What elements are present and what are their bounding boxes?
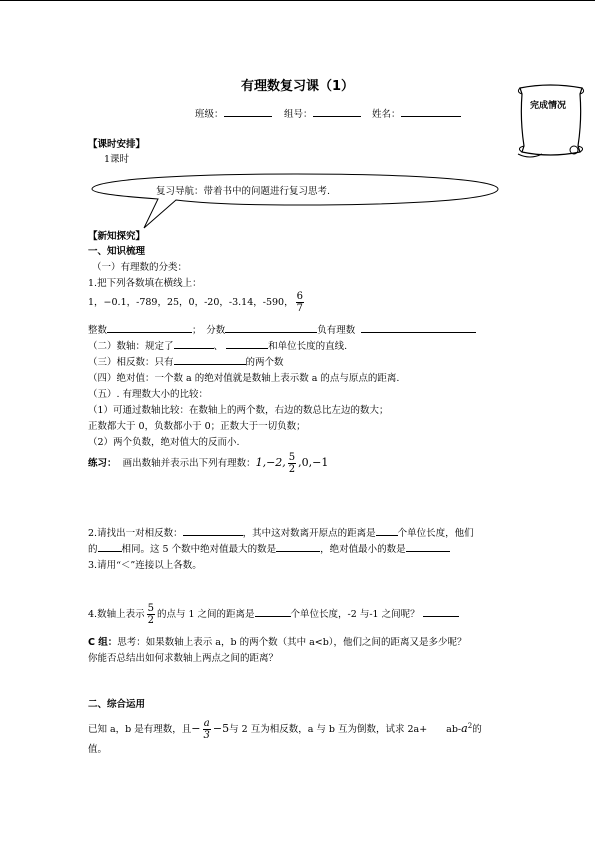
numline-blank-1 <box>174 338 214 349</box>
question-1: 1.把下列各数填在横线上： <box>88 278 202 289</box>
q2-text-a: 2.请找出一对相反数： <box>88 528 183 539</box>
top-rule <box>0 0 595 1</box>
frac-den: 2 <box>147 615 154 626</box>
group-c-label: C 组： <box>88 637 118 648</box>
q4-text-b: 的点与 1 之间的距离是 <box>156 609 255 620</box>
q4-text-a: 4.数轴上表示 <box>88 609 145 620</box>
question-2-line-1 <box>88 525 474 539</box>
group-label: 组号： <box>284 109 313 120</box>
classify-line <box>88 322 476 336</box>
frac-blank <box>225 322 317 333</box>
q2-text-d: 的 <box>88 544 98 555</box>
q4-text-c: 个单位长度，-2 与-1 之间呢？ <box>290 609 420 620</box>
frac-label: ； 分数 <box>192 325 226 336</box>
scroll-icon <box>510 80 590 162</box>
practice-line <box>88 452 328 475</box>
class-label: 班级： <box>195 109 224 120</box>
explore-heading: 【新知探究】 <box>88 231 146 242</box>
expr-exponent: 2 <box>467 721 473 730</box>
fraction-a-thirds <box>203 718 211 741</box>
practice-values-b: ,0,−1 <box>298 456 329 469</box>
guide-bubble <box>86 172 506 232</box>
class-field <box>195 106 272 120</box>
scroll-label: 完成情况 <box>530 101 567 111</box>
apply-line-2: 值。 <box>88 744 108 755</box>
opposite-text: （三）相反数：只有 <box>88 357 174 368</box>
q2-blank-3 <box>98 541 122 552</box>
section1-heading: 一、知识梳理 <box>88 246 146 257</box>
name-label: 姓名： <box>372 109 401 120</box>
name-field <box>372 106 461 120</box>
classification-title: （一）有理数的分类： <box>92 262 188 273</box>
q2-blank-1 <box>183 525 243 536</box>
frac-num: 5 <box>288 452 296 463</box>
apply-text-b: 与 2 互为相反数，a 与 b 互为倒数，试求 2a+ ab- <box>229 724 462 735</box>
group-c-text: 思考：如果数轴上表示 a，b 的两个数（其中 a<b），他们之间的距离又是多少呢？ <box>117 637 467 648</box>
compare-rule-1: （1）可通过数轴比较：在数轴上的两个数，右边的数总比左边的数大； <box>88 405 389 416</box>
q2-text-e: 相同。这 5 个数中绝对值最大的数是 <box>121 544 277 555</box>
numline-text: （二）数轴：规定了 <box>88 341 174 352</box>
schedule-heading: 【课时安排】 <box>88 139 146 150</box>
number-list-text: 1，−0.1，-789，25，0，-20，-3.14，-590， <box>88 297 294 308</box>
frac-num: 6 <box>296 291 303 302</box>
q2-blank-4 <box>276 541 320 552</box>
apply-text-a: 已知 a，b 是有理数，且 <box>88 724 192 735</box>
opposite-end: 的两个数 <box>245 357 284 368</box>
q2-blank-5 <box>406 541 450 552</box>
section2-heading: 二、综合运用 <box>88 699 146 710</box>
frac-den: 3 <box>203 730 210 741</box>
group-c-line-1 <box>88 634 467 648</box>
question-4 <box>88 603 459 626</box>
guide-text: 复习导航：带着书中的问题进行复习思考. <box>156 186 331 197</box>
q2-blank-2 <box>376 525 398 536</box>
schedule-value: 1课时 <box>104 154 130 165</box>
q4-blank-2 <box>423 606 459 617</box>
group-field <box>284 106 361 120</box>
frac-num: 5 <box>147 603 154 614</box>
practice-values-a: 1,−2, <box>255 456 286 469</box>
neg-label: 负有理数 <box>317 325 356 336</box>
frac-num: a <box>203 718 210 729</box>
expr-a: a <box>461 722 468 735</box>
compare-title: （五）. 有理数大小的比较： <box>88 389 209 400</box>
expr-rest: −5 <box>212 722 230 735</box>
compare-rule-1b: 正数都大于 0，负数都小于 0；正数大于一切负数； <box>88 421 306 432</box>
practice-text: 画出数轴并表示出下列有理数： <box>122 458 256 469</box>
numline-end: 和单位长度的直线. <box>268 341 348 352</box>
name-blank <box>401 106 461 117</box>
fraction-five-halves-q4 <box>147 603 155 626</box>
neg-blank <box>361 322 476 333</box>
q2-text-b: ，其中这对数离开原点的距离是 <box>242 528 376 539</box>
int-label: 整数 <box>88 325 108 336</box>
apply-text-c: 的 <box>472 724 482 735</box>
compare-rule-2: （2）两个负数，绝对值大的反而小. <box>88 437 240 448</box>
practice-label: 练习： <box>88 458 117 469</box>
absolute-line: （四）绝对值：一个数 a 的绝对值就是数轴上表示数 a 的点与原点的距离. <box>88 373 400 384</box>
group-c-line-2: 你能否总结出如何求数轴上两点之间的距离？ <box>88 653 279 664</box>
apply-line-1 <box>88 718 482 741</box>
group-blank <box>313 106 361 117</box>
fraction-five-halves <box>288 452 296 475</box>
expr-minus: − <box>191 722 201 735</box>
question-3: 3.请用“＜”连接以上各数。 <box>88 560 202 571</box>
question-2-line-2 <box>88 541 450 555</box>
q4-blank-1 <box>255 606 291 617</box>
number-list <box>88 291 306 314</box>
class-blank <box>224 106 272 117</box>
q2-text-c: 个单位长度，他们 <box>397 528 474 539</box>
numline-line <box>88 338 347 352</box>
opposite-blank <box>174 354 246 365</box>
fraction-six-sevenths <box>296 291 304 314</box>
numline-sep: 、 <box>213 341 224 352</box>
numline-blank-2 <box>226 338 268 349</box>
frac-den: 7 <box>296 303 303 314</box>
opposite-line <box>88 354 284 368</box>
page-title: 有理数复习课（1） <box>240 79 355 94</box>
frac-den: 2 <box>288 464 296 475</box>
int-blank <box>107 322 192 333</box>
q2-text-f: ，绝对值最小的数是 <box>320 544 406 555</box>
